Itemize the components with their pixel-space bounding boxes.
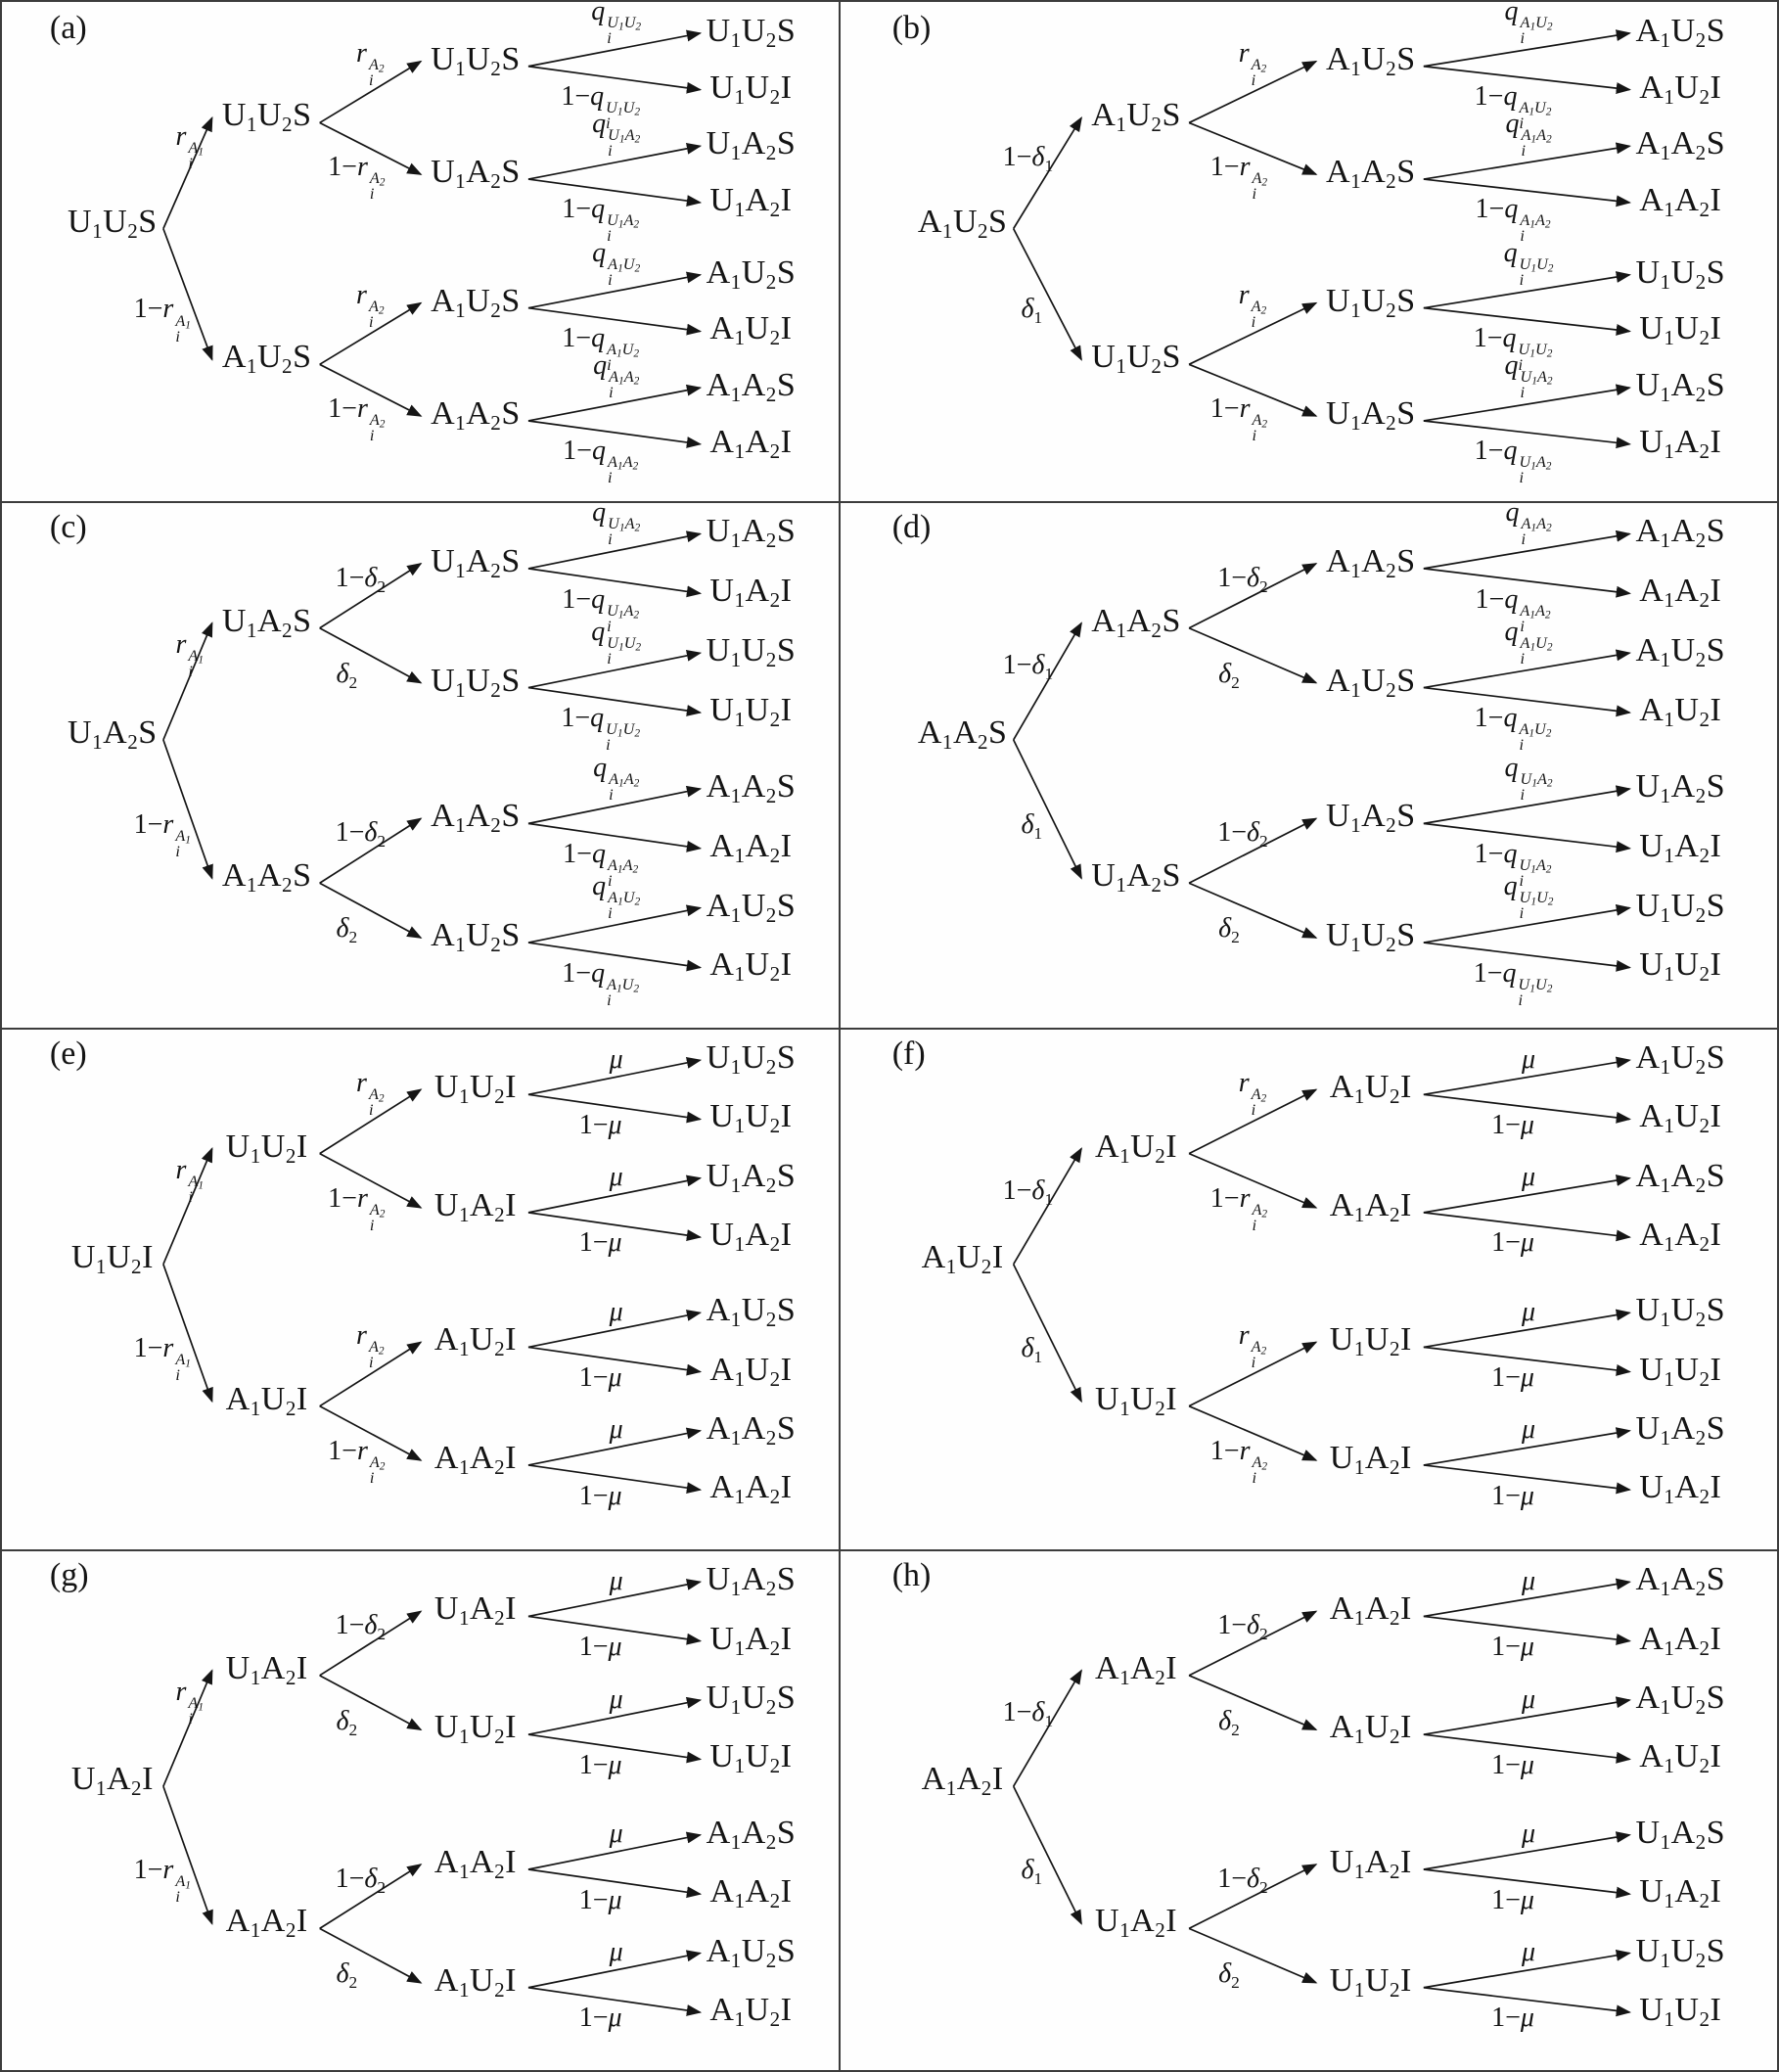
- leaf-state: $A_1U_2S$: [1635, 632, 1726, 672]
- branch-state: $U_1U_2I$: [1329, 1321, 1412, 1361]
- edge-probability-label: $\delta_1$: [1021, 294, 1043, 328]
- edge-probability-label: $1-\delta_2$: [335, 1863, 387, 1897]
- leaf-state: $A_1U_2I$: [709, 946, 793, 987]
- edge-probability-label: 1−μ: [578, 1227, 622, 1259]
- edge-probability-label: 1−q $U_1U_2$ i: [561, 703, 641, 755]
- edge-probability-label: 1−r $A_2$ i: [328, 151, 386, 203]
- edge-probability-label: $\delta_1$: [1021, 808, 1043, 843]
- edge-probability-label: 1−μ: [578, 2003, 622, 2034]
- edge-probability-label: q $A_1U_2$ i: [592, 871, 641, 923]
- branch-state: $A_1U_2S$: [221, 339, 312, 379]
- panel-label: (a): [49, 10, 87, 47]
- edge-probability-label: $\delta_2$: [1218, 1705, 1240, 1739]
- edge-probability-label: r $A_2$ i: [1238, 1320, 1267, 1372]
- panel-f: [841, 1030, 1779, 1549]
- edge-probability-label: 1−r $A_2$ i: [328, 1183, 386, 1235]
- branch-state: $U_1A_2I$: [433, 1590, 517, 1631]
- leaf-state: $A_1A_2I$: [709, 1873, 793, 1913]
- leaf-state: $U_1A_2I$: [709, 573, 793, 613]
- edge-probability-label: μ: [1522, 1162, 1536, 1193]
- edge-probability-label: q $A_1A_2$ i: [593, 350, 640, 402]
- tree-arrows-layer: [841, 503, 1779, 1028]
- tree-arrow: [1189, 1928, 1316, 1982]
- edge-probability-label: $\delta_2$: [1218, 913, 1240, 947]
- branch-state: $U_1A_2I$: [1095, 1903, 1178, 1943]
- edge-probability-label: 1−r $A_1$ i: [133, 808, 191, 860]
- edge-probability-label: r $A_1$ i: [175, 629, 205, 681]
- branch-state: $U_1A_2S$: [431, 154, 521, 193]
- edge-probability-label: μ: [609, 1819, 623, 1850]
- edge-probability-label: μ: [609, 1565, 623, 1596]
- branch-state: $A_1A_2I$: [1329, 1186, 1412, 1226]
- leaf-state: $U_1A_2S$: [706, 1157, 797, 1197]
- edge-probability-label: 1−μ: [1491, 1749, 1534, 1780]
- leaf-state: $A_1U_2S$: [1635, 1039, 1726, 1080]
- branch-state: $A_1A_2I$: [433, 1844, 517, 1883]
- leaf-state: $U_1A_2I$: [1639, 423, 1722, 463]
- edge-probability-label: 1−q $U_1A_2$ i: [1474, 839, 1552, 891]
- edge-probability-label: 1−q $A_1U_2$ i: [1474, 703, 1552, 755]
- leaf-state: $A_1A_2I$: [709, 827, 793, 867]
- leaf-state: $U_1U_2I$: [1639, 310, 1722, 350]
- leaf-state: $U_1A_2S$: [1635, 767, 1726, 807]
- edge-probability-label: 1−q $A_1A_2$ i: [563, 435, 639, 486]
- leaf-state: $A_1A_2I$: [1639, 1217, 1722, 1256]
- edge-probability-label: μ: [609, 1162, 623, 1193]
- leaf-state: $U_1U_2I$: [1639, 1991, 1722, 2031]
- leaf-state: $U_1U_2I$: [709, 1098, 793, 1138]
- leaf-state: $U_1U_2I$: [1639, 1351, 1722, 1391]
- branch-state: $U_1U_2I$: [433, 1709, 517, 1749]
- branch-state: $A_1U_2S$: [1091, 97, 1181, 137]
- tree-arrow: [320, 1676, 421, 1729]
- branch-state: $U_1A_2S$: [1326, 798, 1416, 838]
- branch-state: $A_1U_2S$: [431, 917, 521, 956]
- panel-h: [841, 1551, 1779, 2072]
- panel-d: [841, 497, 1779, 1028]
- edge-probability-label: $\delta_2$: [336, 658, 358, 692]
- branch-state: $U_1A_2I$: [1329, 1439, 1412, 1479]
- edge-probability-label: μ: [1522, 1565, 1536, 1596]
- root-state: $A_1U_2S$: [917, 203, 1008, 243]
- edge-probability-label: 1−μ: [1491, 2003, 1534, 2034]
- edge-probability-label: 1−q $U_1U_2$ i: [1473, 957, 1553, 1009]
- leaf-state: $U_1A_2I$: [709, 1620, 793, 1660]
- leaf-state: $U_1A_2I$: [709, 1217, 793, 1256]
- edge-probability-label: 1−q $U_1A_2$ i: [562, 583, 640, 635]
- edge-probability-label: $1-\delta_2$: [1217, 1863, 1268, 1897]
- root-state: $A_1U_2I$: [921, 1238, 1004, 1278]
- edge-probability-label: 1−q $U_1U_2$ i: [1473, 322, 1553, 374]
- leaf-state: $U_1U_2S$: [706, 632, 797, 672]
- leaf-state: $U_1U_2S$: [706, 12, 797, 52]
- leaf-state: $U_1U_2I$: [709, 691, 793, 731]
- branch-state: $U_1A_2I$: [1329, 1844, 1412, 1883]
- edge-probability-label: μ: [609, 1296, 623, 1327]
- branch-state: $U_1U_2S$: [431, 40, 521, 80]
- edge-probability-label: $1-\delta_1$: [1002, 650, 1054, 684]
- edge-probability-label: r $A_2$ i: [1238, 1068, 1267, 1120]
- leaf-state: $A_1U_2S$: [706, 887, 797, 927]
- leaf-state: $U_1U_2S$: [1635, 253, 1726, 294]
- tree-arrows-layer: [841, 4, 1779, 501]
- branch-state: $U_1U_2I$: [225, 1128, 308, 1168]
- edge-probability-label: 1−r $A_2$ i: [1209, 1436, 1268, 1488]
- leaf-state: $A_1A_2I$: [709, 423, 793, 463]
- branch-state: $U_1U_2S$: [1326, 282, 1416, 322]
- edge-probability-label: 1−r $A_1$ i: [133, 1332, 191, 1384]
- edge-probability-label: q $U_1U_2$ i: [1503, 237, 1554, 289]
- leaf-state: $A_1U_2S$: [706, 1292, 797, 1332]
- branch-state: $U_1A_2S$: [1326, 394, 1416, 435]
- branch-state: $A_1U_2I$: [433, 1961, 517, 2002]
- edge-probability-label: 1−μ: [578, 1109, 622, 1140]
- leaf-state: $U_1U_2S$: [706, 1039, 797, 1080]
- edge-probability-label: 1−μ: [1491, 1884, 1534, 1915]
- edge-probability-label: 1−r $A_1$ i: [133, 294, 191, 345]
- tree-arrow: [1189, 628, 1316, 683]
- root-state: $U_1A_2I$: [70, 1761, 154, 1801]
- edge-probability-label: q $A_1U_2$ i: [592, 237, 641, 289]
- branch-state: $U_1U_2S$: [1091, 339, 1181, 379]
- edge-probability-label: 1−r $A_2$ i: [1209, 151, 1268, 203]
- tree-arrow: [1189, 883, 1316, 938]
- branch-state: $A_1U_2I$: [1329, 1709, 1412, 1749]
- edge-probability-label: $1-\delta_2$: [335, 562, 387, 596]
- leaf-state: $A_1U_2I$: [709, 1991, 793, 2031]
- edge-probability-label: q $U_1U_2$ i: [1503, 871, 1554, 923]
- branch-state: $A_1A_2S$: [221, 857, 312, 898]
- tree-arrows-layer: [841, 1551, 1779, 2072]
- panel-label: (e): [49, 1036, 87, 1073]
- edge-probability-label: $\delta_2$: [336, 1958, 358, 1993]
- edge-probability-label: q $U_1A_2$ i: [1504, 350, 1553, 402]
- branch-state: $A_1A_2S$: [1326, 542, 1416, 582]
- root-state: $A_1A_2I$: [921, 1761, 1004, 1801]
- edge-probability-label: 1−μ: [578, 1361, 622, 1393]
- panel-g: [4, 1551, 839, 2072]
- edge-probability-label: r $A_2$ i: [356, 1320, 385, 1372]
- branch-state: $A_1A_2I$: [1329, 1590, 1412, 1631]
- leaf-state: $A_1U_2I$: [709, 1351, 793, 1391]
- branch-state: $A_1U_2S$: [431, 282, 521, 322]
- branch-state: $U_1A_2S$: [1091, 857, 1181, 898]
- edge-probability-label: 1−μ: [1491, 1227, 1534, 1259]
- edge-probability-label: $\delta_2$: [336, 913, 358, 947]
- edge-probability-label: $1-\delta_2$: [335, 817, 387, 852]
- tree-arrow: [1189, 1676, 1316, 1729]
- edge-probability-label: q $U_1A_2$ i: [1504, 752, 1553, 804]
- branch-state: $A_1U_2I$: [225, 1380, 308, 1420]
- edge-probability-label: $1-\delta_2$: [1217, 562, 1268, 596]
- branch-state: $A_1A_2S$: [1326, 154, 1416, 193]
- leaf-state: $U_1U_2S$: [1635, 887, 1726, 927]
- branch-state: $A_1U_2I$: [1095, 1128, 1178, 1168]
- leaf-state: $U_1A_2S$: [706, 513, 797, 553]
- edge-probability-label: $\delta_1$: [1021, 1855, 1043, 1889]
- edge-probability-label: 1−q $U_1A_2$ i: [1474, 435, 1552, 486]
- leaf-state: $A_1A_2I$: [1639, 181, 1722, 221]
- root-state: $U_1U_2I$: [70, 1238, 154, 1278]
- branch-state: $U_1A_2I$: [433, 1186, 517, 1226]
- panel-c: [4, 497, 839, 1028]
- leaf-state: $A_1A_2I$: [1639, 573, 1722, 613]
- edge-probability-label: 1−q $U_1A_2$ i: [562, 193, 640, 246]
- edge-probability-label: μ: [1522, 1819, 1536, 1850]
- branch-state: $A_1U_2S$: [1326, 40, 1416, 80]
- leaf-state: $U_1U_2S$: [706, 1680, 797, 1719]
- leaf-state: $U_1A_2I$: [709, 181, 793, 221]
- edge-probability-label: r $A_2$ i: [1238, 280, 1267, 332]
- branch-state: $A_1U_2I$: [433, 1321, 517, 1361]
- leaf-state: $A_1A_2S$: [706, 367, 797, 407]
- edge-probability-label: μ: [1522, 1683, 1536, 1715]
- edge-probability-label: μ: [609, 1043, 623, 1075]
- tree-arrow: [320, 1928, 421, 1982]
- edge-probability-label: $\delta_2$: [1218, 1958, 1240, 1993]
- panel-label: (c): [49, 509, 87, 546]
- leaf-state: $U_1A_2S$: [1635, 1814, 1726, 1854]
- edge-probability-label: 1−q $U_1U_2$ i: [561, 80, 641, 132]
- edge-probability-label: 1−q $A_1U_2$ i: [1474, 80, 1552, 132]
- edge-probability-label: r $A_2$ i: [356, 1068, 385, 1120]
- branch-state: $U_1U_2I$: [1329, 1961, 1412, 2002]
- edge-probability-label: q $U_1U_2$ i: [591, 0, 642, 47]
- root-state: $U_1U_2S$: [68, 203, 158, 243]
- leaf-state: $U_1A_2S$: [706, 125, 797, 165]
- branch-state: $U_1U_2I$: [1095, 1380, 1178, 1420]
- edge-probability-label: 1−μ: [578, 1884, 622, 1915]
- root-state: $A_1A_2S$: [917, 714, 1008, 754]
- edge-probability-label: 1−q $A_1U_2$ i: [562, 957, 640, 1009]
- edge-probability-label: μ: [1522, 1296, 1536, 1327]
- branch-state: $U_1U_2S$: [221, 97, 312, 137]
- branch-state: $A_1A_2S$: [431, 798, 521, 838]
- edge-probability-label: q $A_1A_2$ i: [1505, 497, 1552, 549]
- edge-probability-label: μ: [609, 1937, 623, 1968]
- edge-probability-label: q $U_1A_2$ i: [592, 109, 641, 161]
- edge-probability-label: r $A_2$ i: [1238, 38, 1267, 90]
- branch-state: $A_1U_2I$: [1329, 1069, 1412, 1109]
- leaf-state: $U_1A_2I$: [1639, 827, 1722, 867]
- edge-probability-label: 1−r $A_2$ i: [1209, 392, 1268, 444]
- edge-probability-label: q $U_1U_2$ i: [591, 616, 642, 668]
- root-state: $U_1A_2S$: [68, 714, 158, 754]
- edge-probability-label: 1−r $A_2$ i: [328, 392, 386, 444]
- edge-probability-label: $1-\delta_1$: [1002, 1174, 1054, 1209]
- leaf-state: $A_1U_2S$: [706, 253, 797, 294]
- edge-probability-label: μ: [609, 1683, 623, 1715]
- branch-state: $A_1A_2S$: [1091, 602, 1181, 642]
- branch-state: $A_1A_2S$: [431, 394, 521, 435]
- edge-probability-label: q $U_1A_2$ i: [592, 497, 641, 549]
- edge-probability-label: 1−r $A_2$ i: [328, 1436, 386, 1488]
- edge-probability-label: q $A_1A_2$ i: [1505, 109, 1552, 161]
- leaf-state: $U_1A_2I$: [1639, 1469, 1722, 1508]
- branch-state: $A_1A_2I$: [1095, 1649, 1178, 1689]
- leaf-state: $A_1A_2S$: [706, 1814, 797, 1854]
- leaf-state: $U_1U_2I$: [709, 1738, 793, 1778]
- edge-probability-label: r $A_2$ i: [356, 280, 385, 332]
- edge-probability-label: r $A_1$ i: [175, 121, 205, 173]
- leaf-state: $U_1U_2I$: [709, 69, 793, 109]
- edge-probability-label: 1−μ: [578, 1749, 622, 1780]
- leaf-state: $A_1U_2I$: [1639, 69, 1722, 109]
- edge-probability-label: r $A_1$ i: [175, 1677, 205, 1728]
- panel-b: [841, 0, 1779, 501]
- tree-arrow: [320, 628, 421, 683]
- leaf-state: $A_1U_2S$: [706, 1932, 797, 1972]
- leaf-state: $U_1A_2I$: [1639, 1873, 1722, 1913]
- edge-probability-label: q $A_1U_2$ i: [1504, 0, 1553, 47]
- edge-probability-label: $1-\delta_2$: [335, 1610, 387, 1644]
- leaf-state: $U_1U_2S$: [1635, 1292, 1726, 1332]
- leaf-state: $A_1A_2S$: [1635, 1157, 1726, 1197]
- panel-label: (b): [891, 10, 932, 47]
- edge-probability-label: $1-\delta_1$: [1002, 142, 1054, 176]
- panel-label: (g): [49, 1557, 89, 1594]
- panel-e: [4, 1030, 839, 1549]
- leaf-state: $A_1U_2S$: [1635, 12, 1726, 52]
- edge-probability-label: q $A_1U_2$ i: [1504, 616, 1553, 668]
- edge-probability-label: $1-\delta_1$: [1002, 1696, 1054, 1731]
- edge-probability-label: $\delta_2$: [1218, 658, 1240, 692]
- tree-arrow: [320, 883, 421, 938]
- edge-probability-label: μ: [1522, 1414, 1536, 1446]
- branch-state: $A_1U_2S$: [1326, 662, 1416, 702]
- branch-state: $U_1U_2S$: [1326, 917, 1416, 956]
- edge-probability-label: μ: [1522, 1043, 1536, 1075]
- edge-probability-label: 1−q $A_1U_2$ i: [562, 322, 640, 374]
- edge-probability-label: 1−μ: [578, 1632, 622, 1663]
- branch-state: $U_1U_2S$: [431, 662, 521, 702]
- edge-probability-label: $1-\delta_2$: [1217, 817, 1268, 852]
- edge-probability-label: 1−μ: [1491, 1109, 1534, 1140]
- edge-probability-label: $\delta_2$: [336, 1705, 358, 1739]
- branch-state: $A_1A_2I$: [433, 1439, 517, 1479]
- leaf-state: $A_1A_2S$: [706, 767, 797, 807]
- edge-probability-label: 1−q $A_1A_2$ i: [1475, 583, 1551, 635]
- leaf-state: $A_1U_2I$: [709, 310, 793, 350]
- edge-probability-label: 1−μ: [1491, 1632, 1534, 1663]
- edge-probability-label: r $A_1$ i: [175, 1154, 205, 1206]
- edge-probability-label: $1-\delta_2$: [1217, 1610, 1268, 1644]
- branch-state: $U_1A_2S$: [431, 542, 521, 582]
- edge-probability-label: r $A_2$ i: [356, 38, 385, 90]
- branch-state: $U_1A_2I$: [225, 1649, 308, 1689]
- edge-probability-label: 1−μ: [1491, 1480, 1534, 1511]
- edge-probability-label: 1−q $A_1A_2$ i: [563, 839, 639, 891]
- leaf-state: $A_1A_2S$: [1635, 513, 1726, 553]
- leaf-state: $A_1U_2I$: [1639, 1098, 1722, 1138]
- edge-probability-label: 1−μ: [1491, 1361, 1534, 1393]
- edge-probability-label: 1−r $A_2$ i: [1209, 1183, 1268, 1235]
- panel-a: [4, 0, 839, 501]
- edge-probability-label: 1−r $A_1$ i: [133, 1855, 191, 1907]
- leaf-state: $A_1U_2S$: [1635, 1680, 1726, 1719]
- leaf-state: $A_1A_2I$: [1639, 1620, 1722, 1660]
- edge-probability-label: μ: [609, 1414, 623, 1446]
- edge-probability-label: q $A_1A_2$ i: [593, 752, 640, 804]
- leaf-state: $A_1A_2S$: [1635, 125, 1726, 165]
- leaf-state: $A_1U_2I$: [1639, 1738, 1722, 1778]
- edge-probability-label: $\delta_1$: [1021, 1332, 1043, 1366]
- leaf-state: $U_1A_2S$: [1635, 1409, 1726, 1450]
- leaf-state: $A_1A_2S$: [1635, 1561, 1726, 1601]
- leaf-state: $A_1A_2S$: [706, 1409, 797, 1450]
- branch-state: $A_1A_2I$: [225, 1903, 308, 1943]
- leaf-state: $A_1A_2I$: [709, 1469, 793, 1508]
- edge-probability-label: 1−μ: [578, 1480, 622, 1511]
- leaf-state: $U_1U_2S$: [1635, 1932, 1726, 1972]
- leaf-state: $U_1A_2S$: [1635, 367, 1726, 407]
- tree-arrows-layer: [841, 1030, 1779, 1549]
- edge-probability-label: 1−q $A_1A_2$ i: [1475, 193, 1551, 246]
- leaf-state: $U_1U_2I$: [1639, 946, 1722, 987]
- branch-state: $U_1A_2S$: [221, 602, 312, 642]
- panel-label: (d): [891, 509, 932, 546]
- leaf-state: $U_1A_2S$: [706, 1561, 797, 1601]
- panel-label: (h): [891, 1557, 932, 1594]
- branch-state: $U_1U_2I$: [433, 1069, 517, 1109]
- edge-probability-label: μ: [1522, 1937, 1536, 1968]
- panel-label: (f): [891, 1036, 926, 1073]
- leaf-state: $A_1U_2I$: [1639, 691, 1722, 731]
